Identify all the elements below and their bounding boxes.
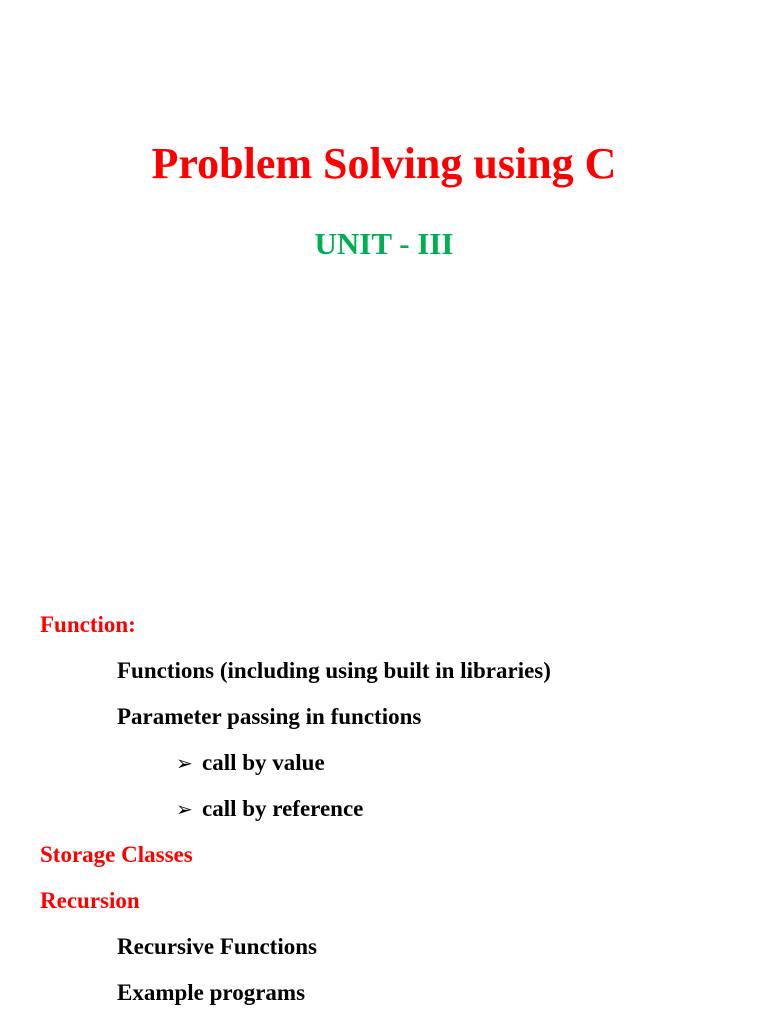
section-heading-storage-classes: Storage Classes — [40, 842, 193, 867]
sub-item-label: call by reference — [202, 796, 364, 821]
section-heading-recursion: Recursion — [40, 888, 140, 913]
list-item-example-programs: Example programs — [117, 980, 306, 1005]
arrow-bullet-icon: ➢ — [176, 751, 193, 775]
section-heading-function: Function: — [40, 612, 136, 637]
list-item-functions: Functions (including using built in libraries) — [117, 658, 551, 683]
list-item-recursive-functions: Recursive Functions — [117, 934, 317, 959]
unit-subtitle: UNIT - III — [314, 226, 454, 261]
sub-item-call-by-value — [176, 748, 325, 778]
page-title: Problem Solving using C — [151, 139, 617, 188]
sub-item-call-by-reference — [176, 794, 363, 824]
sub-item-label: call by value — [202, 750, 325, 775]
arrow-bullet-icon: ➢ — [176, 797, 193, 821]
list-item-parameter-passing: Parameter passing in functions — [117, 704, 422, 729]
